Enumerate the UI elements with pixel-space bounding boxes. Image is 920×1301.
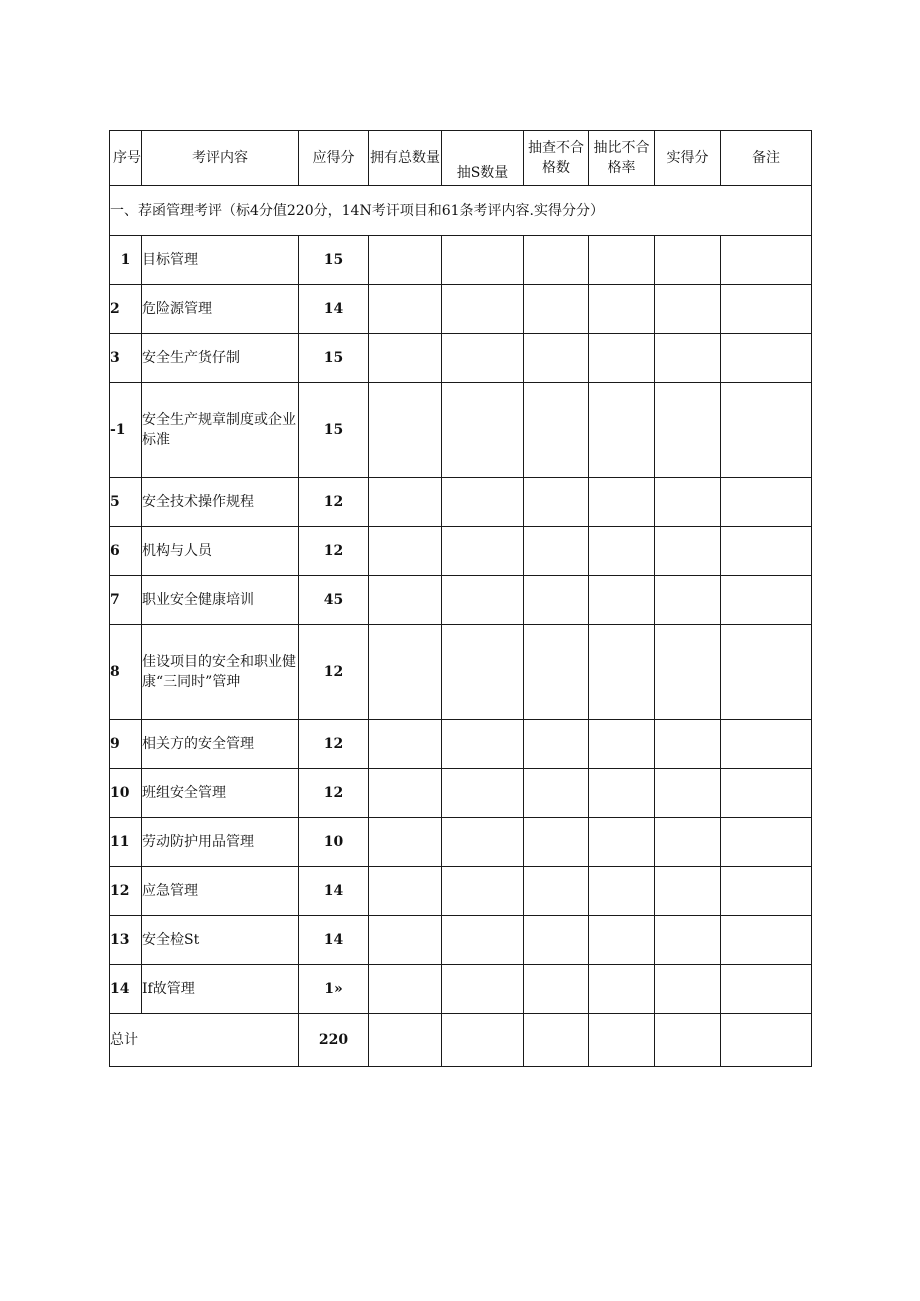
cell-actual <box>655 769 721 818</box>
header-fail-count: 抽查不合格数 <box>524 131 589 186</box>
cell-sample-count <box>442 965 524 1014</box>
table-row <box>110 965 812 1014</box>
cell-fail-rate <box>589 478 655 527</box>
cell-fail-rate <box>589 527 655 576</box>
table-row <box>110 527 812 576</box>
cell-sample-count <box>442 720 524 769</box>
cell-actual <box>655 965 721 1014</box>
table-row <box>110 334 812 383</box>
row-number: 11 <box>110 818 142 867</box>
cell-total-count <box>369 383 442 478</box>
table-row <box>110 478 812 527</box>
cell-total-count <box>369 867 442 916</box>
cell-fail-rate <box>589 867 655 916</box>
row-score: 12 <box>299 625 369 720</box>
cell-actual <box>655 625 721 720</box>
cell-actual <box>655 527 721 576</box>
cell-sample-count <box>442 867 524 916</box>
cell-fail-count <box>524 916 589 965</box>
cell-remark <box>721 383 812 478</box>
row-score: 14 <box>299 285 369 334</box>
cell-total-count <box>369 285 442 334</box>
cell-actual <box>655 576 721 625</box>
row-item: 安全生产货仔制 <box>142 334 299 383</box>
cell-sample-count <box>442 383 524 478</box>
cell-fail-count <box>524 236 589 285</box>
cell-fail-rate <box>589 334 655 383</box>
cell-total-count <box>369 478 442 527</box>
cell-remark <box>721 867 812 916</box>
cell-remark <box>721 334 812 383</box>
cell-fail-rate <box>589 720 655 769</box>
cell-actual <box>655 334 721 383</box>
table-row <box>110 818 812 867</box>
row-number: 5 <box>110 478 142 527</box>
row-score: 14 <box>299 867 369 916</box>
table-row <box>110 236 812 285</box>
cell-fail-count <box>524 720 589 769</box>
cell-actual <box>655 818 721 867</box>
cell-total-count <box>369 818 442 867</box>
row-number: 7 <box>110 576 142 625</box>
row-number: 8 <box>110 625 142 720</box>
cell-total-count <box>369 769 442 818</box>
row-score: 15 <box>299 236 369 285</box>
row-score: 15 <box>299 334 369 383</box>
row-number: 12 <box>110 867 142 916</box>
cell-fail-count <box>524 285 589 334</box>
cell-sample-count <box>442 527 524 576</box>
cell-sample-count <box>442 285 524 334</box>
row-number: 2 <box>110 285 142 334</box>
cell-fail-rate <box>589 818 655 867</box>
row-score: 45 <box>299 576 369 625</box>
header-fail-rate: 抽比不合格率 <box>589 131 655 186</box>
cell-sample-count <box>442 1014 524 1067</box>
table-row <box>110 867 812 916</box>
cell-remark <box>721 527 812 576</box>
cell-fail-rate <box>589 965 655 1014</box>
cell-sample-count <box>442 769 524 818</box>
cell-fail-count <box>524 1014 589 1067</box>
row-item: 危险源管理 <box>142 285 299 334</box>
row-item: If故管理 <box>142 965 299 1014</box>
cell-actual <box>655 916 721 965</box>
cell-total-count <box>369 965 442 1014</box>
cell-remark <box>721 285 812 334</box>
cell-fail-count <box>524 965 589 1014</box>
row-item: 班组安全管理 <box>142 769 299 818</box>
row-item: 目标管理 <box>142 236 299 285</box>
row-score: 14 <box>299 916 369 965</box>
cell-fail-count <box>524 527 589 576</box>
row-item: 职业安全健康培训 <box>142 576 299 625</box>
table-row <box>110 383 812 478</box>
total-label: 总计 <box>110 1014 299 1067</box>
row-score: 10 <box>299 818 369 867</box>
cell-actual <box>655 720 721 769</box>
cell-fail-count <box>524 769 589 818</box>
cell-total-count <box>369 236 442 285</box>
header-row <box>110 131 812 186</box>
row-number: 6 <box>110 527 142 576</box>
table-row <box>110 769 812 818</box>
cell-remark <box>721 236 812 285</box>
cell-actual <box>655 285 721 334</box>
cell-total-count <box>369 1014 442 1067</box>
row-item: 佳设项目的安全和职业健康“三同时”管珅 <box>142 625 299 720</box>
total-score: 220 <box>299 1014 369 1067</box>
row-number: -1 <box>110 383 142 478</box>
cell-total-count <box>369 576 442 625</box>
cell-sample-count <box>442 818 524 867</box>
cell-sample-count <box>442 576 524 625</box>
table-row <box>110 916 812 965</box>
cell-remark <box>721 965 812 1014</box>
cell-actual <box>655 236 721 285</box>
cell-fail-rate <box>589 916 655 965</box>
table-row <box>110 625 812 720</box>
total-row <box>110 1014 812 1067</box>
header-score: 应得分 <box>299 131 369 186</box>
cell-fail-count <box>524 576 589 625</box>
row-item: 安全生产规章制度或企业标准 <box>142 383 299 478</box>
cell-total-count <box>369 720 442 769</box>
row-score: 12 <box>299 478 369 527</box>
cell-remark <box>721 916 812 965</box>
row-number: 10 <box>110 769 142 818</box>
cell-remark <box>721 576 812 625</box>
row-item: 安全技术操作规程 <box>142 478 299 527</box>
cell-fail-rate <box>589 769 655 818</box>
cell-remark <box>721 625 812 720</box>
cell-sample-count <box>442 625 524 720</box>
cell-remark <box>721 769 812 818</box>
cell-actual <box>655 478 721 527</box>
cell-total-count <box>369 625 442 720</box>
cell-sample-count <box>442 236 524 285</box>
row-score: 12 <box>299 527 369 576</box>
header-content: 考评内容 <box>142 131 299 186</box>
cell-total-count <box>369 916 442 965</box>
cell-actual <box>655 867 721 916</box>
evaluation-table <box>109 130 812 1067</box>
cell-sample-count <box>442 334 524 383</box>
cell-total-count <box>369 334 442 383</box>
cell-fail-rate <box>589 625 655 720</box>
cell-sample-count <box>442 916 524 965</box>
header-total-count: 拥有总数量 <box>369 131 442 186</box>
cell-fail-count <box>524 625 589 720</box>
section-title: 一、荐函管理考评（标4分值220分，14N考讦项目和61条考评内容.实得分分） <box>110 186 812 236</box>
cell-remark <box>721 1014 812 1067</box>
cell-fail-count <box>524 383 589 478</box>
cell-fail-rate <box>589 576 655 625</box>
cell-sample-count <box>442 478 524 527</box>
row-item: 机构与人员 <box>142 527 299 576</box>
cell-fail-rate <box>589 236 655 285</box>
row-score: 12 <box>299 769 369 818</box>
header-remark: 备注 <box>721 131 812 186</box>
table-row <box>110 720 812 769</box>
cell-actual <box>655 383 721 478</box>
cell-fail-count <box>524 818 589 867</box>
cell-total-count <box>369 527 442 576</box>
row-number: 1 <box>110 236 142 285</box>
cell-remark <box>721 720 812 769</box>
cell-fail-count <box>524 867 589 916</box>
cell-fail-count <box>524 334 589 383</box>
table-row <box>110 285 812 334</box>
row-item: 相关方的安全管理 <box>142 720 299 769</box>
row-number: 9 <box>110 720 142 769</box>
row-number: 14 <box>110 965 142 1014</box>
row-number: 3 <box>110 334 142 383</box>
section-row <box>110 186 812 236</box>
row-item: 安全检St <box>142 916 299 965</box>
cell-remark <box>721 818 812 867</box>
row-item: 劳动防护用品管理 <box>142 818 299 867</box>
cell-fail-count <box>524 478 589 527</box>
cell-remark <box>721 478 812 527</box>
cell-actual <box>655 1014 721 1067</box>
row-score: 15 <box>299 383 369 478</box>
row-number: 13 <box>110 916 142 965</box>
row-score: 1» <box>299 965 369 1014</box>
header-actual: 实得分 <box>655 131 721 186</box>
row-item: 应急管理 <box>142 867 299 916</box>
table-row <box>110 576 812 625</box>
header-seq: 序号 <box>110 131 142 186</box>
cell-fail-rate <box>589 383 655 478</box>
header-sample-count: 抽S数量 <box>442 131 524 186</box>
cell-fail-rate <box>589 285 655 334</box>
cell-fail-rate <box>589 1014 655 1067</box>
row-score: 12 <box>299 720 369 769</box>
